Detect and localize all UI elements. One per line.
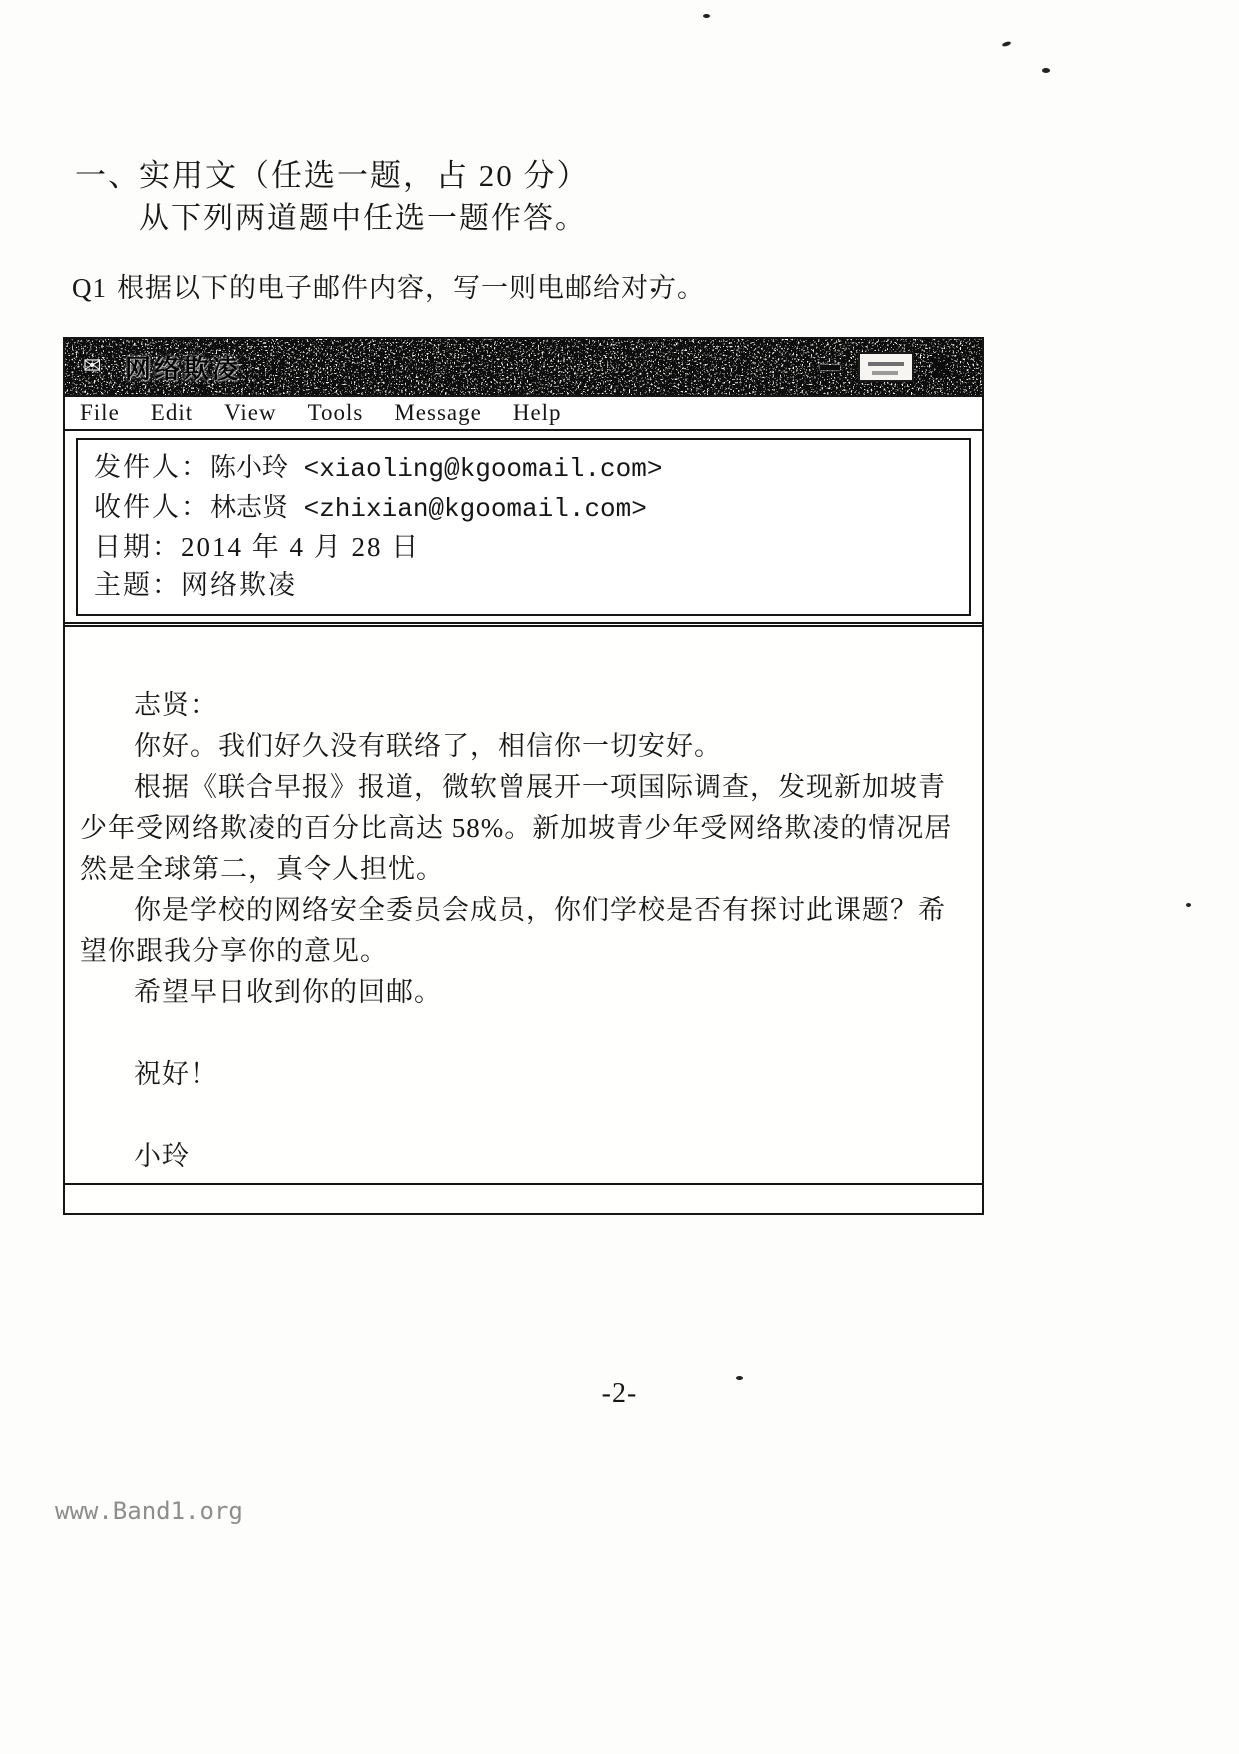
scan-artifact (1186, 903, 1191, 907)
envelope-icon: ✉ (83, 354, 102, 379)
menu-bar (65, 397, 982, 431)
question-text: 根据以下的电子邮件内容，写一则电邮给对方。 (117, 273, 705, 303)
date-label: 日期： (94, 532, 181, 562)
email-headers-box (76, 438, 971, 616)
section-heading (75, 150, 975, 195)
signature: 小玲 (134, 1141, 190, 1171)
question-id: Q1 (72, 273, 107, 303)
maximize-icon (868, 362, 904, 366)
to-value: 林志贤 <zhixian@kgoomail.com> (210, 494, 647, 524)
email-body (65, 627, 982, 1177)
menu-item-help[interactable]: Help (512, 400, 562, 425)
body-paragraph: 你是学校的网络安全委员会成员，你们学校是否有探讨此课题？希望你跟我分享你的意见。 (80, 895, 946, 966)
question-line (72, 266, 705, 305)
body-paragraph: 你好。我们好久没有联络了，相信你一切安好。 (134, 731, 722, 761)
window-titlebar[interactable] (65, 339, 982, 397)
header-row-date (94, 528, 953, 566)
body-paragraph: 希望早日收到你的回邮。 (134, 977, 442, 1007)
subject-value: 网络欺凌 (181, 570, 297, 600)
menu-item-view[interactable]: View (224, 400, 277, 425)
section-number: 一、 (75, 158, 141, 193)
scan-artifact (1002, 41, 1012, 48)
subject-label: 主题： (94, 570, 181, 600)
from-label: 发件人： (94, 452, 210, 482)
body-paragraph: 根据《联合早报》报道，微软曾展开一项国际调查，发现新加坡青少年受网络欺凌的百分比高达 58%。新加坡青少年受网络欺凌的情况居然是全球第二，真令人担忧。 (80, 772, 953, 884)
watermark: www.Band1.org (55, 1497, 243, 1525)
closing: 祝好！ (134, 1059, 218, 1089)
section-title: 实用文（任选一题，占 20 分） (139, 158, 590, 193)
window-controls (812, 352, 972, 382)
to-label: 收件人： (94, 492, 210, 522)
minimize-icon (820, 365, 840, 370)
header-row-subject (94, 566, 953, 604)
scan-artifact (703, 14, 710, 18)
page-number: -2- (601, 1378, 638, 1409)
menu-item-message[interactable]: Message (394, 400, 482, 425)
section-subtitle: 从下列两道题中任选一题作答。 (139, 202, 587, 235)
header-row-to (94, 488, 953, 528)
minimize-button[interactable] (812, 354, 848, 380)
scan-artifact (1042, 68, 1050, 73)
email-window (63, 337, 984, 1215)
window-title: 网络欺凌 (125, 354, 242, 384)
menu-item-file[interactable]: File (80, 400, 120, 425)
menu-item-edit[interactable]: Edit (150, 400, 194, 425)
salutation: 志贤： (134, 690, 218, 720)
window-footer-divider (65, 1183, 982, 1185)
close-button[interactable] (924, 353, 958, 381)
close-icon (929, 356, 953, 378)
menu-item-tools[interactable]: Tools (307, 400, 364, 425)
date-value: 2014 年 4 月 28 日 (181, 532, 421, 562)
header-row-from (94, 448, 953, 488)
maximize-button[interactable] (858, 352, 914, 382)
from-value: 陈小玲 <xiaoling@kgoomail.com> (210, 454, 663, 484)
